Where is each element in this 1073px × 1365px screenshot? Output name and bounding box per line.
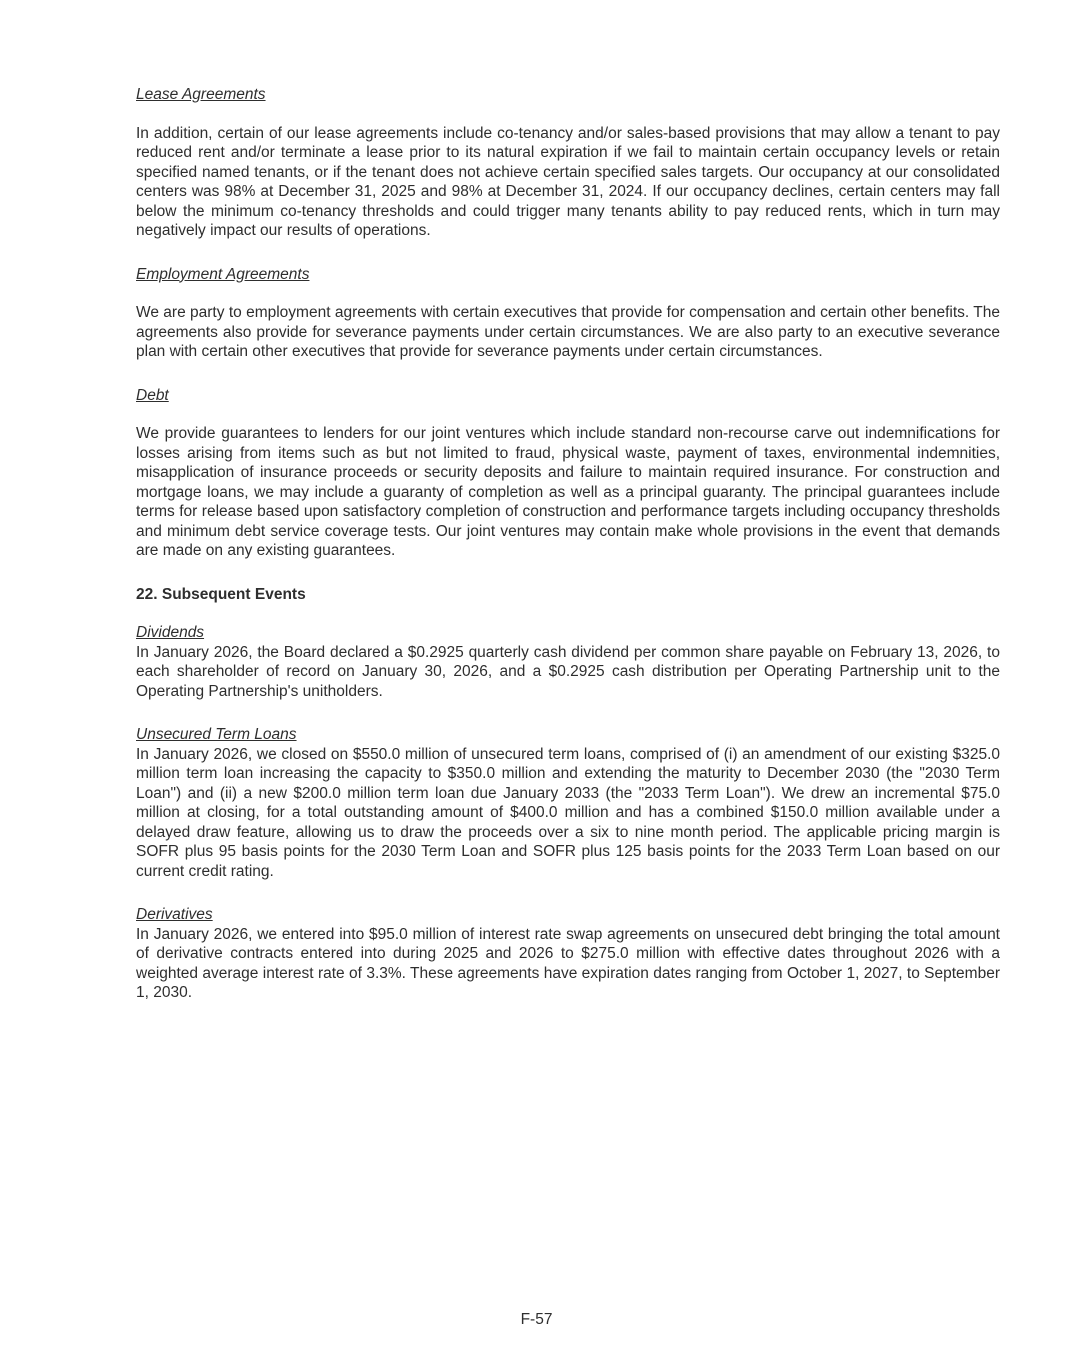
page-number: F-57 [520, 1310, 553, 1328]
section-heading: Derivatives [136, 906, 213, 923]
section-heading: Unsecured Term Loans [136, 726, 297, 743]
section-paragraph: We are party to employment agreements with certain executives that provide for compensation and certain other benefits. The agreements also provide for severance payments under certain circumstances. We are also party to an executive severance plan with certain other executives that provide for severance payments under certain circumstances. [136, 304, 1000, 360]
section-debt [136, 386, 1000, 561]
document-content [136, 85, 1000, 1003]
section-employment-agreements [136, 265, 1000, 362]
section-paragraph: In January 2026, the Board declared a $0.2925 quarterly cash dividend per common share payable on February 13, 2026, to each shareholder of record on January 30, 2026, and a $0.2925 cash distribution per Operating Partnership unit to the Operating Partnership's unitholders. [136, 643, 1000, 700]
section-heading-main: 22. Subsequent Events [136, 585, 306, 603]
section-heading: Dividends [136, 624, 205, 641]
section-paragraph: In January 2026, we closed on $550.0 million of unsecured term loans, comprised of (i) an amendment of our existing $325.0 million term loan increasing the capacity to $350.0 million and extending the maturity to December 2030 (the "2030 Term Loan") and (ii) a new $200.0 million term loan due January 2033 (the "2033 Term Loan"). We drew an incremental $75.0 million at closing, for a total outstanding amount of $400.0 million and has a combined $150.0 million available under a delayed draw feature, allowing us to draw the proceeds over a six to nine month period. The applicable pricing margin is SOFR plus 95 basis points for the 2030 Term Loan and SOFR plus 125 basis points for the 2033 Term Loan based on our current credit rating. [136, 745, 1000, 880]
section-heading: Lease Agreements [136, 86, 266, 103]
section-heading: Employment Agreements [136, 265, 310, 283]
section-unsecured-term-loans [136, 725, 1000, 881]
section-paragraph: In addition, certain of our lease agreements include co-tenancy and/or sales-based provisions that may allow a tenant to pay reduced rent and/or terminate a lease prior to its natural expiration if we fail to maintain certain occupancy levels or retain specified named tenants, or if the tenant does not achieve certain specified sales targets. Our occupancy at our consolidated centers was 98% at December 31, 2025 and 98% at December 31, 2024. If our occupancy declines, certain centers may fall below the minimum co-tenancy thresholds and could trigger many tenants ability to pay reduced rents, which in turn may negatively impact our results of operations. [136, 124, 1000, 239]
section-derivatives [136, 905, 1000, 1003]
section-paragraph: We provide guarantees to lenders for our joint ventures which include standard non-recourse carve out indemnifications for losses arising from items such as but not limited to fraud, physical waste, payment of taxes, environmental indemnities, misapplication of insurance proceeds or security deposits and failure to maintain required insurance. For construction and mortgage loans, we may include a guaranty of completion as well as a principal guaranty. The principal guarantees include terms for release based upon satisfactory completion of construction and performance targets including occupancy thresholds and minimum debt service coverage tests. Our joint ventures may contain make whole provisions in the event that demands are made on any existing guarantees. [136, 425, 1000, 559]
section-lease-agreements [136, 85, 1000, 241]
section-dividends [136, 623, 1000, 701]
section-subsequent-events [136, 585, 1000, 605]
section-heading: Debt [136, 386, 169, 404]
section-paragraph: In January 2026, we entered into $95.0 million of interest rate swap agreements on unsecured debt bringing the total amount of derivative contracts entered into during 2025 and 2026 to $275.0 million with effective dates throughout 2026 with a weighted average interest rate of 3.3%. These agreements have expiration dates ranging from October 1, 2027, to September 1, 2030. [136, 925, 1000, 1001]
